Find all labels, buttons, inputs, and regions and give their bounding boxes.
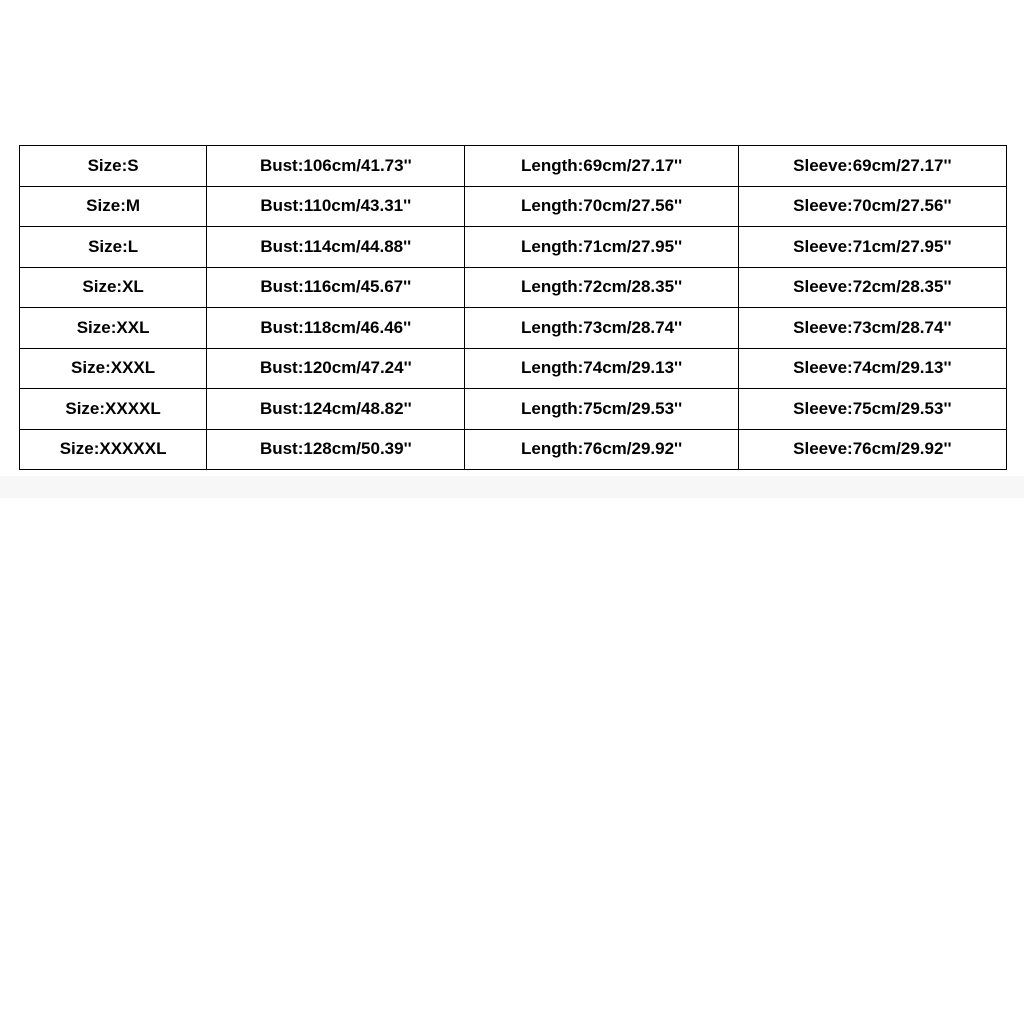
- table-row: [20, 389, 1007, 430]
- bust-cell: Bust:110cm/43.31'': [207, 186, 465, 227]
- table-row: [20, 186, 1007, 227]
- sleeve-cell: Sleeve:70cm/27.56'': [738, 186, 1006, 227]
- size-cell: Size:L: [20, 227, 207, 268]
- length-cell: Length:70cm/27.56'': [465, 186, 738, 227]
- divider-band: [0, 476, 1024, 498]
- bust-cell: Bust:106cm/41.73'': [207, 146, 465, 187]
- sleeve-cell: Sleeve:76cm/29.92'': [738, 429, 1006, 470]
- sleeve-cell: Sleeve:73cm/28.74'': [738, 308, 1006, 349]
- table-row: [20, 146, 1007, 187]
- length-cell: Length:76cm/29.92'': [465, 429, 738, 470]
- length-cell: Length:73cm/28.74'': [465, 308, 738, 349]
- length-cell: Length:74cm/29.13'': [465, 348, 738, 389]
- bust-cell: Bust:116cm/45.67'': [207, 267, 465, 308]
- length-cell: Length:69cm/27.17'': [465, 146, 738, 187]
- table-row: [20, 429, 1007, 470]
- sleeve-cell: Sleeve:69cm/27.17'': [738, 146, 1006, 187]
- size-cell: Size:XL: [20, 267, 207, 308]
- table-row: [20, 227, 1007, 268]
- bust-cell: Bust:128cm/50.39'': [207, 429, 465, 470]
- length-cell: Length:72cm/28.35'': [465, 267, 738, 308]
- bust-cell: Bust:118cm/46.46'': [207, 308, 465, 349]
- sleeve-cell: Sleeve:72cm/28.35'': [738, 267, 1006, 308]
- sleeve-cell: Sleeve:71cm/27.95'': [738, 227, 1006, 268]
- size-cell: Size:XXXXL: [20, 389, 207, 430]
- table-row: [20, 267, 1007, 308]
- size-cell: Size:XXL: [20, 308, 207, 349]
- length-cell: Length:71cm/27.95'': [465, 227, 738, 268]
- size-cell: Size:XXXXXL: [20, 429, 207, 470]
- size-cell: Size:XXXL: [20, 348, 207, 389]
- table-row: [20, 308, 1007, 349]
- size-cell: Size:M: [20, 186, 207, 227]
- bust-cell: Bust:114cm/44.88'': [207, 227, 465, 268]
- table-row: [20, 348, 1007, 389]
- bust-cell: Bust:124cm/48.82'': [207, 389, 465, 430]
- size-chart-table: [19, 145, 1007, 470]
- bust-cell: Bust:120cm/47.24'': [207, 348, 465, 389]
- sleeve-cell: Sleeve:75cm/29.53'': [738, 389, 1006, 430]
- length-cell: Length:75cm/29.53'': [465, 389, 738, 430]
- sleeve-cell: Sleeve:74cm/29.13'': [738, 348, 1006, 389]
- size-cell: Size:S: [20, 146, 207, 187]
